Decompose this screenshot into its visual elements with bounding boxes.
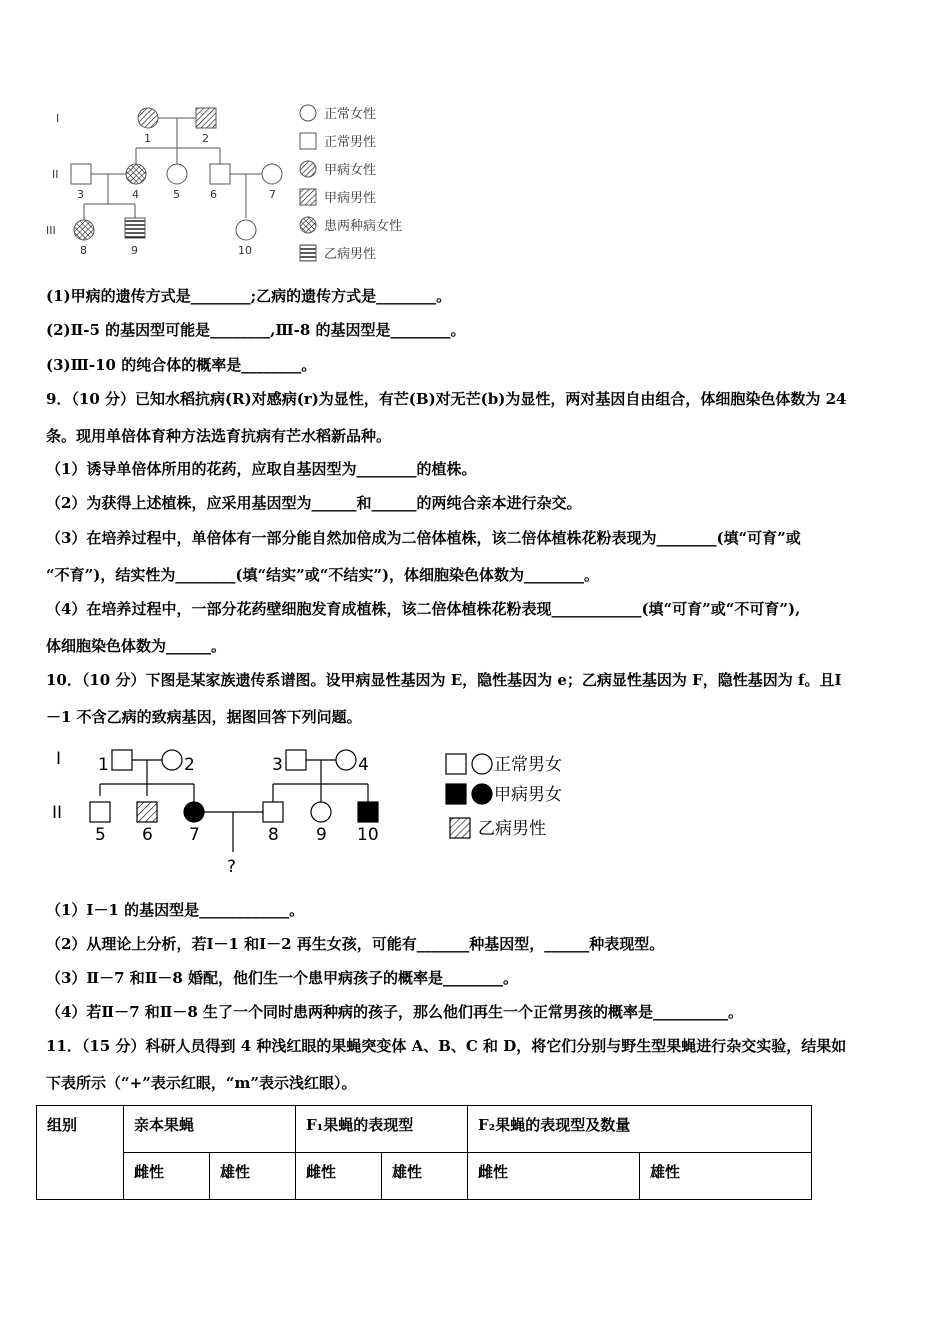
q9-line-1: 9．（10 分）已知水稻抗病(R)对感病(r)为显性，有芒(B)对无芒(b)为显性，两对基因自由组合，体细胞染色体数为 24 [46,390,847,408]
p2-num: 5 [95,825,106,845]
p2-female-2 [162,750,182,770]
legend1-both-female-icon [300,217,316,233]
p1-male-9 [125,218,145,238]
pedigree-chart-2 [50,740,590,880]
q11-line-1: 11．（15 分）科研人员得到 4 种浅红眼的果蝇突变体 A、B、C 和 D，将它们分别与野生型果蝇进行杂交实验，结果如 [46,1037,847,1055]
p2-num: 9 [316,825,327,845]
table-sub-female: 雌性 [124,1153,210,1200]
table-sub-male: 雄性 [210,1153,296,1200]
legend2-normal-male-icon [446,754,466,774]
p1-female-4 [126,164,146,184]
pedigree-1-svg [40,96,440,266]
p1-female-8 [74,220,94,240]
legend1-normal-female-icon [300,105,316,121]
table-header-group: 组别 [37,1106,124,1200]
p1-female-1 [138,108,158,128]
q9-line-7: （4）在培养过程中，一部分花药壁细胞发育成植株，该二倍体植株花粉表现____________(填“可育”或“不可育”), [46,600,801,618]
p2-female-7 [184,802,204,822]
p1-num: 8 [80,244,87,257]
p1-gen-1: I [56,112,60,125]
p2-unknown-child: ? [227,857,237,877]
p2-num: 4 [358,755,369,775]
q9-line-5: （3）在培养过程中，单倍体有一部分能自然加倍成为二倍体植株，该二倍体植株花粉表现为________(填“可育”或 [46,529,801,547]
q10-line-1: 10．（10 分）下图是某家族遗传系谱图。设甲病显性基因为 E，隐性基因为 e；乙病显性基因为 F，隐性基因为 f。且Ⅰ [46,671,842,689]
p1-num: 3 [77,188,84,201]
q8-line-1: (1)甲病的遗传方式是________;乙病的遗传方式是________。 [46,287,452,305]
q8-line-3: (3)Ⅲ-10 的纯合体的概率是________。 [46,356,317,374]
legend1-label: 正常女性 [324,107,377,122]
p1-num: 6 [210,188,217,201]
legend1-b-male-icon [300,245,316,261]
table-header-f2: F₂果蝇的表现型及数量 [468,1106,812,1153]
table-header-parent: 亲本果蝇 [124,1106,296,1153]
p2-male-6 [137,802,157,822]
q9-line-6: “不育”)，结实性为________(填“结实”或“不结实”)，体细胞染色体数为________。 [46,566,600,584]
p1-female-5 [167,164,187,184]
q11-line-2: 下表所示（“+”表示红眼，“m”表示浅红眼）。 [46,1074,357,1092]
q9-line-2: 条。现用单倍体育种方法选育抗病有芒水稻新品种。 [46,427,392,445]
p1-num: 9 [131,244,138,257]
legend1-label: 患两种病女性 [324,219,403,234]
legend2-normal-female-icon [472,754,492,774]
p2-female-9 [311,802,331,822]
p1-num: 7 [269,188,276,201]
q8-line-2: (2)Ⅱ-5 的基因型可能是________,Ⅲ-8 的基因型是________。 [46,321,466,339]
p1-num: 5 [173,188,180,201]
p1-male-6 [210,164,230,184]
p2-num: 7 [189,825,200,845]
p2-male-1 [112,750,132,770]
q9-line-3: （1）诱导单倍体所用的花药，应取自基因型为________的植株。 [46,460,477,478]
p2-num: 2 [184,755,195,775]
table-header-f1: F₁果蝇的表现型 [296,1106,468,1153]
table-sub-male: 雄性 [382,1153,468,1200]
p1-gen-3: III [46,224,56,237]
p1-female-10 [236,220,256,240]
q10-line-4: （2）从理论上分析，若Ⅰ－1 和Ⅰ－2 再生女孩，可能有_______种基因型，______种表现型。 [46,935,665,953]
p1-num: 1 [144,132,151,145]
table-sub-female: 雌性 [296,1153,382,1200]
legend2-label: 正常男女 [494,755,562,775]
p2-gen-1: I [56,749,62,769]
p2-male-8 [263,802,283,822]
pedigree-chart-1 [40,96,440,266]
legend1-label: 甲病男性 [324,191,377,206]
legend1-a-male-icon [300,189,316,205]
p1-num: 4 [132,188,139,201]
legend1-label: 乙病男性 [324,247,377,262]
legend2-label: 甲病男女 [494,785,562,805]
p2-num: 1 [98,755,109,775]
p2-male-10 [358,802,378,822]
legend1-label: 正常男性 [324,135,377,150]
table-sub-male: 雄性 [640,1153,812,1200]
q9-line-8: 体细胞染色体数为______。 [46,637,227,655]
legend1-label: 甲病女性 [324,163,377,178]
table-sub-female: 雌性 [468,1153,640,1200]
q9-line-4: （2）为获得上述植株，应采用基因型为______和______的两纯合亲本进行杂交。 [46,494,582,512]
q10-line-2: －1 不含乙病的致病基因，据图回答下列问题。 [46,708,362,726]
p2-num: 3 [272,755,283,775]
p1-num: 2 [202,132,209,145]
p1-num: 10 [238,244,252,257]
p2-male-3 [286,750,306,770]
p2-num: 10 [357,825,379,845]
q10-line-6: （4）若Ⅱ－7 和Ⅱ－8 生了一个同时患两种病的孩子，那么他们再生一个正常男孩的概率是__________。 [46,1003,744,1021]
p2-gen-2: II [52,803,63,823]
legend2-b-male-icon [450,818,470,838]
p2-num: 8 [268,825,279,845]
legend2-label: 乙病男性 [478,819,546,839]
p1-male-3 [71,164,91,184]
legend1-normal-male-icon [300,133,316,149]
pedigree-2-svg [50,740,590,880]
legend2-a-female-icon [472,784,492,804]
p2-num: 6 [142,825,153,845]
results-table [36,1105,812,1200]
p1-female-7 [262,164,282,184]
legend2-a-male-icon [446,784,466,804]
p1-gen-2: II [52,168,59,181]
q10-line-5: （3）Ⅱ－7 和Ⅱ－8 婚配，他们生一个患甲病孩子的概率是________。 [46,969,519,987]
q10-line-3: （1）Ⅰ－1 的基因型是____________。 [46,901,305,919]
p2-female-4 [336,750,356,770]
p2-male-5 [90,802,110,822]
legend1-a-female-icon [300,161,316,177]
p1-male-2 [196,108,216,128]
